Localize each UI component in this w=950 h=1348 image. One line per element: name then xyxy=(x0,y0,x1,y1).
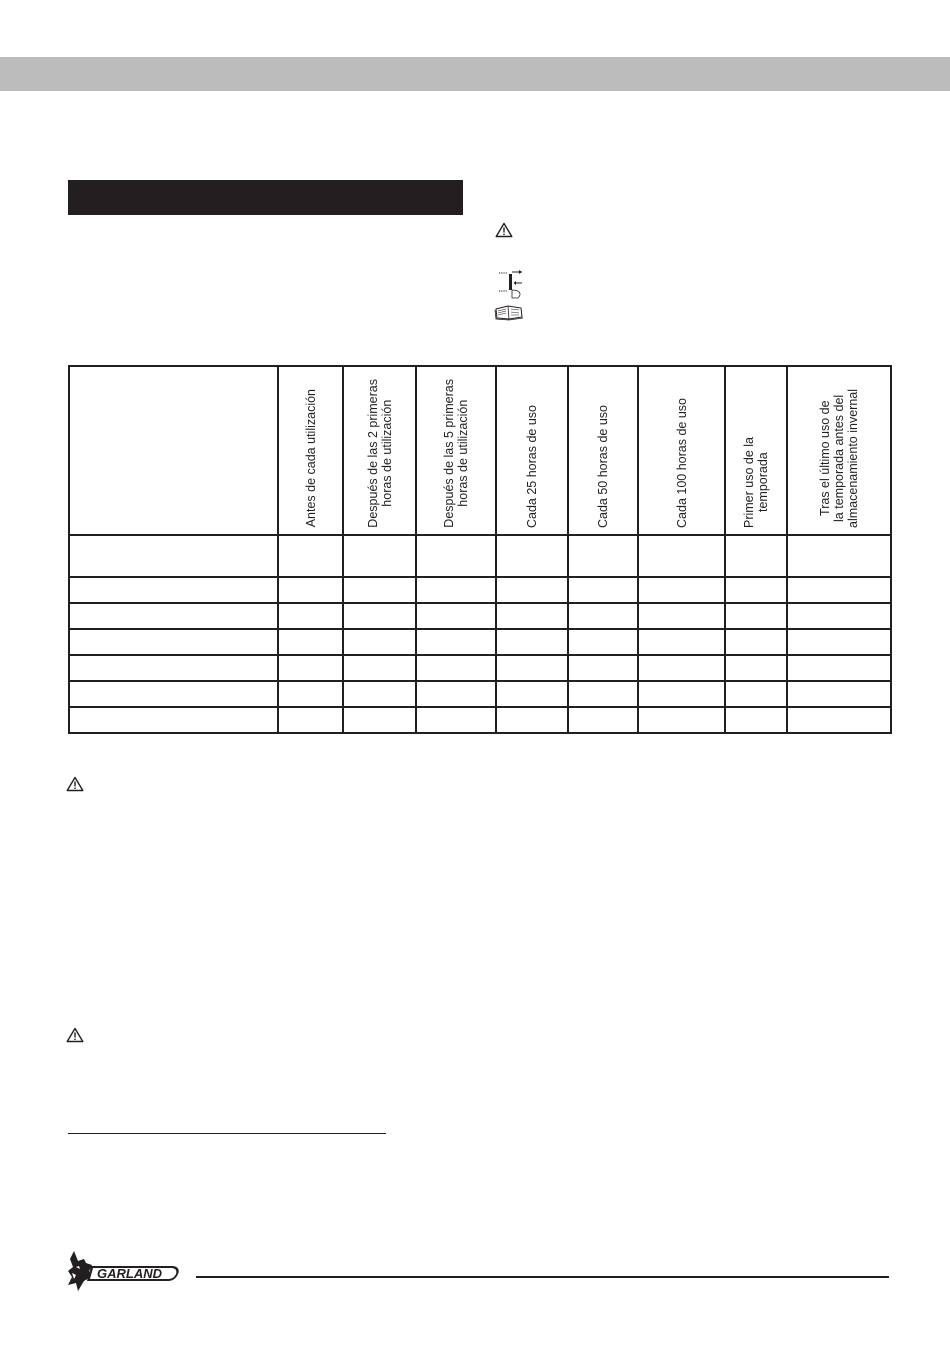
header-label: horas de utilización xyxy=(379,399,394,507)
lynx-head-icon xyxy=(68,1251,92,1291)
maintenance-schedule-table xyxy=(68,365,892,734)
adjustment-diagram-icon xyxy=(498,268,524,300)
header-cell-winter-storage xyxy=(787,366,891,535)
table-cell xyxy=(416,535,496,577)
table-cell xyxy=(568,681,638,707)
header-cell-every-25-hours xyxy=(496,366,568,535)
table-cell xyxy=(69,603,278,629)
header-label: Después de las 2 primeras xyxy=(365,379,380,528)
table-cell xyxy=(416,655,496,681)
table-cell xyxy=(343,655,416,681)
table-cell xyxy=(343,707,416,733)
table-cell xyxy=(496,681,568,707)
table-cell xyxy=(725,577,787,603)
header-band xyxy=(0,57,950,91)
table-cell xyxy=(278,535,343,577)
table-row xyxy=(69,577,891,603)
table-cell xyxy=(496,577,568,603)
table-cell xyxy=(496,655,568,681)
table-cell xyxy=(568,655,638,681)
table-cell xyxy=(725,707,787,733)
table-cell xyxy=(69,535,278,577)
table-cell xyxy=(725,655,787,681)
header-label: almacenamiento invernal xyxy=(846,388,860,528)
table-row xyxy=(69,603,891,629)
table-cell xyxy=(638,629,725,655)
table-cell xyxy=(69,707,278,733)
table-cell xyxy=(568,707,638,733)
table-cell xyxy=(416,707,496,733)
table-cell xyxy=(343,535,416,577)
table-cell xyxy=(278,577,343,603)
table-cell xyxy=(638,535,725,577)
garland-logo xyxy=(64,1249,180,1293)
table-cell xyxy=(787,681,891,707)
table-cell xyxy=(787,629,891,655)
table-cell xyxy=(416,681,496,707)
table-cell xyxy=(725,681,787,707)
table-header-row xyxy=(69,366,891,535)
warning-triangle-icon xyxy=(66,1027,84,1043)
section-title-bar xyxy=(68,180,463,215)
table-cell xyxy=(568,603,638,629)
table-cell xyxy=(69,629,278,655)
warning-triangle-icon xyxy=(66,776,84,792)
header-label: horas de utilización xyxy=(456,399,470,507)
header-label: Antes de cada utilización xyxy=(303,389,318,528)
logo-text: GARLAND xyxy=(97,1266,162,1281)
table-row xyxy=(69,681,891,707)
table-cell xyxy=(416,629,496,655)
table-cell xyxy=(787,655,891,681)
table-cell xyxy=(787,535,891,577)
table-cell xyxy=(568,629,638,655)
table-cell xyxy=(496,707,568,733)
header-cell-after-2-hours xyxy=(343,366,416,535)
header-label: Cada 100 horas de uso xyxy=(674,397,689,528)
header-cell-every-50-hours xyxy=(568,366,638,535)
header-label: Tras el último uso de xyxy=(818,400,832,516)
table-cell xyxy=(725,603,787,629)
table-cell xyxy=(416,603,496,629)
header-label: temporada xyxy=(756,452,770,513)
table-row xyxy=(69,629,891,655)
table-row xyxy=(69,707,891,733)
header-cell-after-5-hours xyxy=(416,366,496,535)
table-cell xyxy=(496,535,568,577)
footer-rule xyxy=(196,1276,889,1278)
table-cell xyxy=(638,707,725,733)
table-cell xyxy=(278,655,343,681)
header-label: Primer uso de la xyxy=(742,436,756,528)
header-cell-first-use-season xyxy=(725,366,787,535)
table-cell xyxy=(278,629,343,655)
table-cell xyxy=(638,681,725,707)
table-cell xyxy=(416,577,496,603)
table-cell xyxy=(69,681,278,707)
table-cell xyxy=(725,535,787,577)
table-cell xyxy=(343,629,416,655)
table-row xyxy=(69,535,891,577)
table-cell xyxy=(69,577,278,603)
table-cell xyxy=(787,707,891,733)
table-cell xyxy=(278,603,343,629)
table-cell xyxy=(496,629,568,655)
table-cell xyxy=(787,603,891,629)
header-label: Cada 25 horas de uso xyxy=(525,404,539,528)
footnote-divider xyxy=(68,1133,386,1134)
table-cell xyxy=(496,603,568,629)
table-cell xyxy=(638,655,725,681)
table-cell xyxy=(343,577,416,603)
table-cell xyxy=(343,603,416,629)
table-cell xyxy=(568,577,638,603)
table-cell xyxy=(568,535,638,577)
open-manual-icon xyxy=(494,303,524,321)
table-cell xyxy=(278,707,343,733)
warning-triangle-icon xyxy=(495,222,513,238)
table-cell xyxy=(69,655,278,681)
header-cell-operation xyxy=(69,366,278,535)
table-cell xyxy=(787,577,891,603)
header-label: Cada 50 horas de uso xyxy=(596,404,610,528)
header-label: la temporada antes del xyxy=(832,394,846,522)
table-cell xyxy=(343,681,416,707)
header-cell-before-each-use xyxy=(278,366,343,535)
table-row xyxy=(69,655,891,681)
header-cell-every-100-hours xyxy=(638,366,725,535)
header-label: Después de las 5 primeras xyxy=(442,379,456,528)
table-cell xyxy=(638,603,725,629)
table-cell xyxy=(638,577,725,603)
table-cell xyxy=(725,629,787,655)
table-cell xyxy=(278,681,343,707)
